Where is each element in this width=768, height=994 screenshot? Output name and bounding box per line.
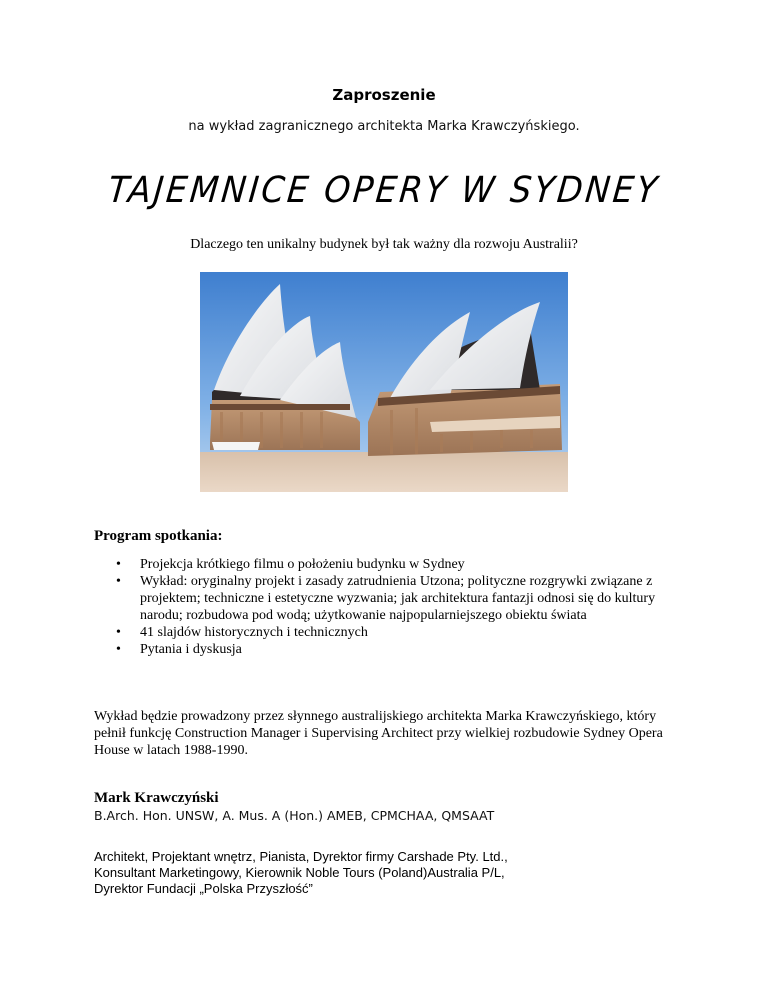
program-item-text: Projekcja krótkiego filmu o położeniu budynku w Sydney <box>140 557 465 572</box>
bullet-icon: • <box>116 625 121 640</box>
lecture-question: Dlaczego ten unikalny budynek był tak ważny dla rozwoju Australii? <box>190 237 578 252</box>
bullet-icon: • <box>116 557 121 572</box>
invitation-heading: Zaproszenie <box>332 86 436 104</box>
lecture-title: TAJEMNICE OPERY W SYDNEY <box>106 170 662 211</box>
bio-line: Dyrektor Fundacji „Polska Przyszłość” <box>94 881 313 896</box>
program-list <box>94 556 674 658</box>
speaker-credentials: B.Arch. Hon. UNSW, A. Mus. A (Hon.) AMEB, CPMCHAA, QMSAAT <box>94 808 495 823</box>
list-item <box>94 573 674 624</box>
program-item-text: 41 slajdów historycznych i technicznych <box>140 625 368 640</box>
bullet-icon: • <box>116 642 121 657</box>
program-item-text: Wykład: oryginalny projekt i zasady zatrudnienia Utzona; polityczne rozgrywki związane z projektem; techniczne i estetyczne wyzwania; jak architektura fantazji odnosi się do kultury narodu; rozbudowa pod wodą; użytkowanie najpopularniejszego obiektu świata <box>140 574 656 623</box>
speaker-name: Mark Krawczyński <box>94 790 219 806</box>
bullet-icon: • <box>116 574 121 589</box>
lecture-description: Wykład będzie prowadzony przez słynnego australijskiego architekta Marka Krawczyńskiego, który pełnił funkcję Construction Manager i Supervising Architect przy wielkiej rozbudowie Sydney Opera House w latach 1988-1990. <box>94 709 663 758</box>
program-heading: Program spotkania: <box>94 528 223 544</box>
bio-line: Architekt, Projektant wnętrz, Pianista, Dyrektor firmy Carshade Pty. Ltd., <box>94 849 508 864</box>
program-item-text: Pytania i dyskusja <box>140 642 242 657</box>
bio-line: Konsultant Marketingowy, Kierownik Noble Tours (Poland)Australia P/L, <box>94 865 505 880</box>
invitation-subheading: na wykład zagranicznego architekta Marka Krawczyńskiego. <box>188 119 580 134</box>
speaker-bio <box>94 849 694 897</box>
sydney-opera-house-photo <box>200 272 568 492</box>
list-item <box>94 641 674 658</box>
list-item <box>94 624 674 641</box>
list-item <box>94 556 674 573</box>
